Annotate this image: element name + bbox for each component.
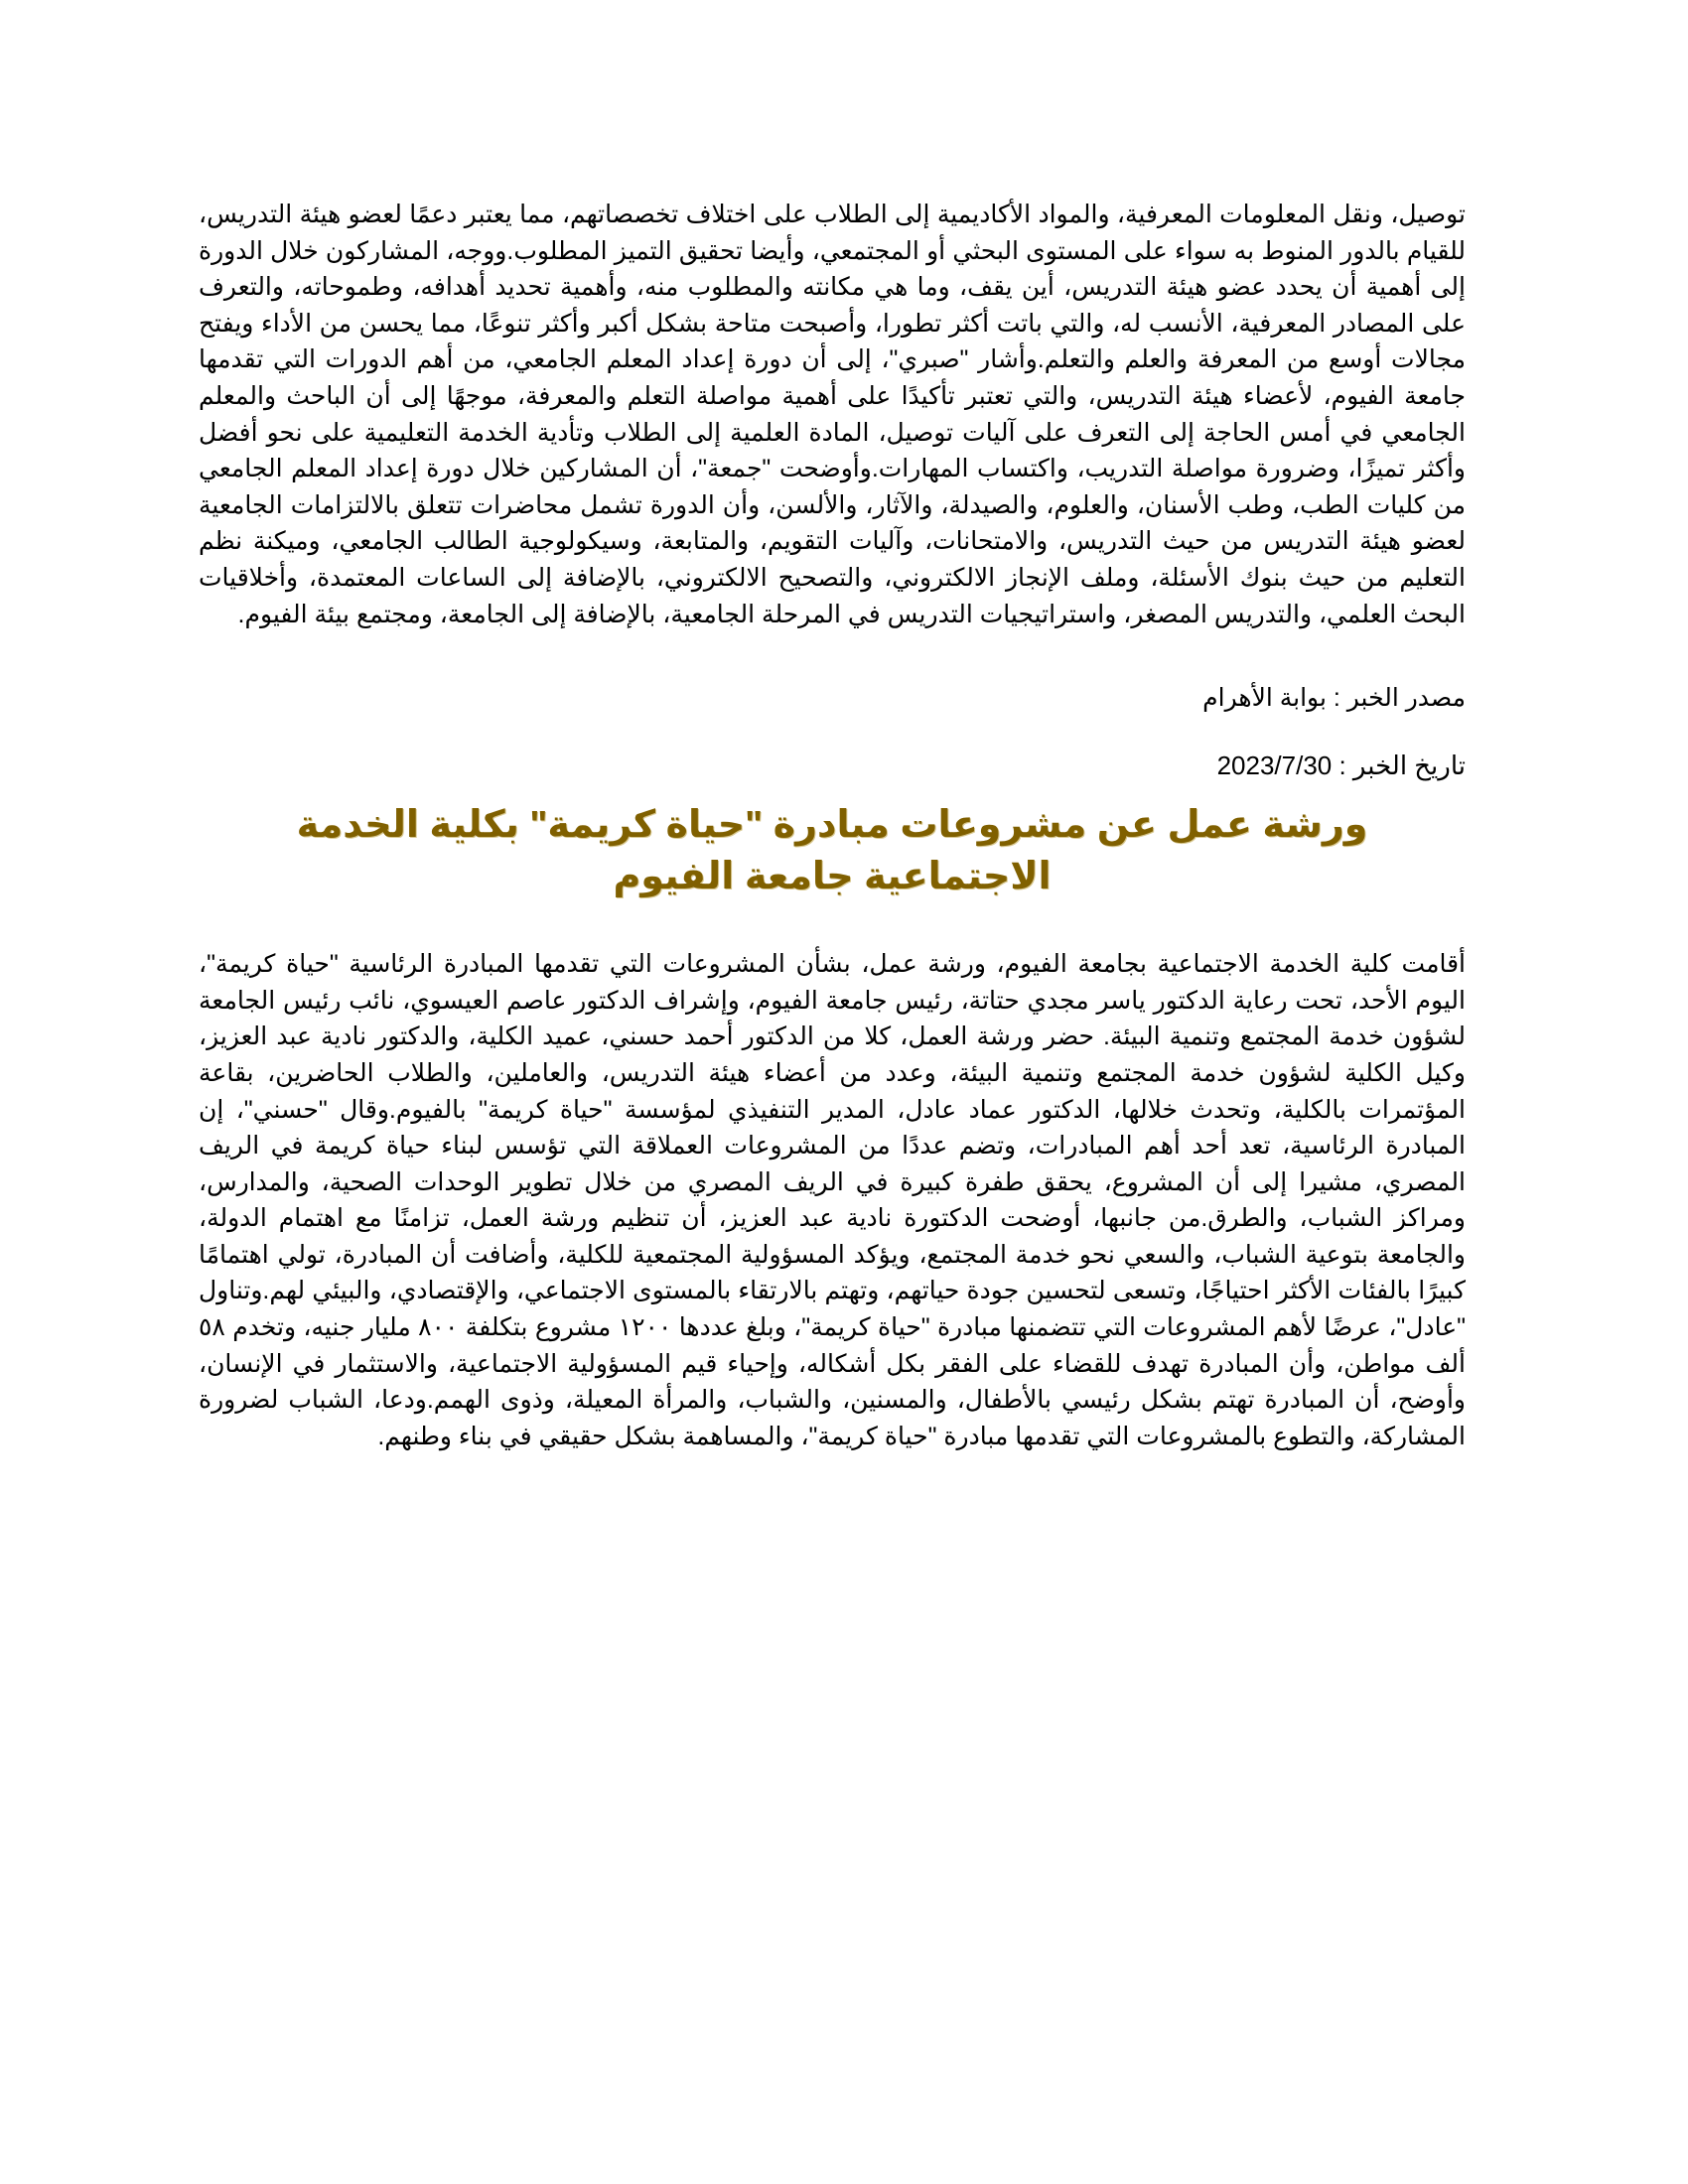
article2-body: أقامت كلية الخدمة الاجتماعية بجامعة الفيوم، ورشة عمل، بشأن المشروعات التي تقدمها المبادرة الرئاسية "حياة كريمة"، اليوم الأحد، تحت رعاية الدكتور ياسر مجدي حتاتة، رئيس جامعة الفيوم، وإشراف الدكتور عاصم العيسوي، نائب رئيس الجامعة لشؤون خدمة المجتمع وتنمية البيئة. حضر ورشة العمل، كلا من الدكتور أحمد حسني، عميد الكلية، والدكتور نادية عبد العزيز، وكيل الكلية لشؤون خدمة المجتمع وتنمية البيئة، وعدد من أعضاء هيئة التدريس، والعاملين، والطلاب الحاضرين، بقاعة المؤتمرات بالكلية، وتحدث خلالها، الدكتور عماد عادل، المدير التنفيذي لمؤسسة "حياة كريمة" بالفيوم.وقال "حسني"، إن المبادرة الرئاسية، تعد أحد أهم المبادرات، وتضم عددًا من المشروعات العملاقة التي تؤسس لبناء حياة كريمة في الريف المصري، مشيرا إلى أن المشروع، يحقق طفرة كبيرة في الريف المصري من خلال تطوير الوحدات الصحية، والمدارس، ومراكز الشباب، والطرق.من جانبها، أوضحت الدكتورة نادية عبد العزيز، أن تنظيم ورشة العمل، تزامنًا مع اهتمام الدولة، والجامعة بتوعية الشباب، والسعي نحو خدمة المجتمع، ويؤكد المسؤولية المجتمعية للكلية، وأضافت أن المبادرة، تولي اهتمامًا كبيرًا بالفئات الأكثر احتياجًا، وتسعى لتحسين جودة حياتهم، وتهتم بالارتقاء بالمستوى الاجتماعي، والإقتصادي، والبيئي لهم.وتناول "عادل"، عرضًا لأهم المشروعات التي تتضمنها مبادرة "حياة كريمة"، وبلغ عددها ١٢٠٠ مشروع بتكلفة ٨٠٠ مليار جنيه، وتخدم ٥٨ ألف مواطن، وأن المبادرة تهدف للقضاء على الفقر بكل أشكاله، وإحياء قيم المسؤولية الاجتماعية، والاستثمار في الإنسان، وأوضح، أن المبادرة تهتم بشكل رئيسي بالأطفال، والمسنين، والشباب، والمرأة المعيلة، وذوى الهمم.ودعا، الشباب لضرورة المشاركة، والتطوع بالمشروعات التي تقدمها مبادرة "حياة كريمة"، والمساهمة بشكل حقيقي في بناء وطنهم. bbox=[199, 950, 1467, 1450]
document-page bbox=[199, 197, 1466, 1454]
news-source: مصدر الخبر : بوابة الأهرام bbox=[1202, 684, 1466, 713]
article2-headline: ورشة عمل عن مشروعات مبادرة "حياة كريمة" بكلية الخدمة الاجتماعية جامعة الفيوم bbox=[296, 804, 1368, 898]
news-date: تاريخ الخبر : 2023/7/30 bbox=[1216, 751, 1466, 781]
article1-body: توصيل، ونقل المعلومات المعرفية، والمواد الأكاديمية إلى الطلاب على اختلاف تخصصاتهم، مما يعتبر دعمًا لعضو هيئة التدريس، للقيام بالدور المنوط به سواء على المستوى البحثي أو المجتمعي، وأيضا تحقيق التميز المطلوب.ووجه، المشاركون خلال الدورة إلى أهمية أن يحدد عضو هيئة التدريس، أين يقف، وما هي مكانته والمطلوب منه، وأهمية تحديد أهدافه، وطموحاته، والتعرف على المصادر المعرفية، الأنسب له، والتي باتت أكثر تطورا، وأصبحت متاحة بشكل أكبر وأكثر تنوعًا، مما يحسن من الأداء ويفتح مجالات أوسع من المعرفة والعلم والتعلم.وأشار "صبري"، إلى أن دورة إعداد المعلم الجامعي، من أهم الدورات التي تقدمها جامعة الفيوم، لأعضاء هيئة التدريس، والتي تعتبر تأكيدًا على أهمية مواصلة التعلم والمعرفة، موجهًا إلى أن الباحث والمعلم الجامعي في أمس الحاجة إلى التعرف على آليات توصيل، المادة العلمية إلى الطلاب وتأدية الخدمة التعليمية على نحو أفضل وأكثر تميزًا، وضرورة مواصلة التدريب، واكتساب المهارات.وأوضحت "جمعة"، أن المشاركين خلال دورة إعداد المعلم الجامعي من كليات الطب، وطب الأسنان، والعلوم، والصيدلة، والآثار، والألسن، وأن الدورة تشمل محاضرات تتعلق بالالتزامات الجامعية لعضو هيئة التدريس من حيث التدريس، والامتحانات، وآليات التقويم، والمتابعة، وسيكولوجية الطالب الجامعي، وميكنة نظم التعليم من حيث بنوك الأسئلة، وملف الإنجاز الالكتروني، والتصحيح الالكتروني، بالإضافة إلى الساعات المعتمدة، وأخلاقيات البحث العلمي، والتدريس المصغر، واستراتيجيات التدريس في المرحلة الجامعية، بالإضافة إلى الجامعة، ومجتمع بيئة الفيوم. bbox=[199, 201, 1466, 628]
